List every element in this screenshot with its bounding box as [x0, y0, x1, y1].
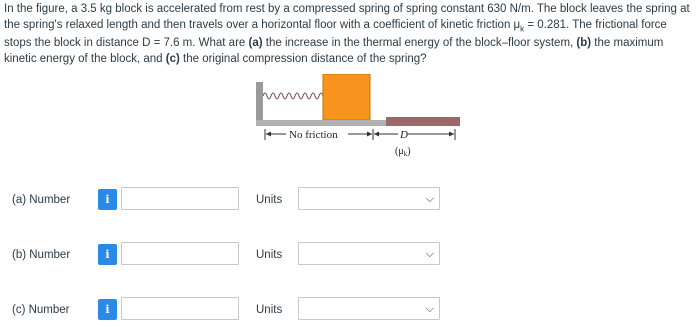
chevron-down-icon: ⌵ [425, 302, 434, 315]
problem-statement [4, 2, 694, 67]
number-input-b[interactable] [121, 242, 239, 265]
spring [263, 93, 323, 99]
d-arrowhead-right [449, 132, 454, 137]
block [323, 74, 370, 120]
d-label: D [400, 129, 408, 141]
info-icon[interactable]: i [98, 299, 117, 320]
arrowhead-right [367, 132, 372, 137]
answer-row-b [0, 241, 700, 271]
part-b-tag: (b) [576, 37, 592, 50]
answer-row-a [0, 186, 700, 216]
answer-label-a: (a) Number [12, 194, 71, 206]
chevron-down-icon: ⌵ [425, 192, 434, 205]
units-select-b[interactable] [298, 242, 440, 265]
answer-label-c: (c) Number [12, 304, 70, 316]
d-arrowhead-left [374, 132, 379, 137]
units-select-a[interactable] [298, 187, 440, 210]
mu-subscript: k [520, 23, 525, 33]
units-label-b: Units [256, 249, 283, 261]
wall [256, 82, 263, 120]
problem-text-5: the original compression distance of the spring? [179, 52, 427, 65]
answer-row-c [0, 296, 700, 326]
info-icon[interactable]: i [98, 244, 117, 265]
no-friction-label: No friction [289, 129, 338, 141]
units-select-c[interactable] [298, 297, 440, 320]
info-icon[interactable]: i [98, 189, 117, 210]
units-label-a: Units [256, 194, 283, 206]
chevron-down-icon: ⌵ [425, 247, 434, 260]
frictionless-floor [256, 120, 386, 126]
number-input-a[interactable] [121, 187, 239, 210]
part-a-tag: (a) [248, 37, 263, 50]
problem-text-3: the increase in the thermal energy of the block–floor system, [262, 37, 577, 50]
arrowhead-left [266, 132, 271, 137]
friction-floor [386, 117, 460, 126]
part-c-tag: (c) [165, 52, 180, 65]
problem-text-1: In the figure, a 3.5 kg block is accelerated from rest by a compressed spring of spring constant 630 N/m. The block leaves the spring at the spring's relaxed length and then travels over a horizontal floor with a coefficient of kinetic friction μ [4, 3, 690, 31]
units-label-c: Units [256, 304, 283, 316]
figure-drawing [250, 74, 460, 164]
spring-block-figure [250, 74, 460, 164]
problem-text-4: the maximum kinetic energy of the block, and [4, 37, 664, 65]
mu-k-label: $(\mu_k)$ [395, 146, 411, 158]
problem-text-2: = 0.281. The frictional force stops the block in distance D = 7.6 m. What are [4, 18, 667, 50]
number-input-c[interactable] [121, 297, 239, 320]
answer-label-b: (b) Number [12, 249, 71, 261]
